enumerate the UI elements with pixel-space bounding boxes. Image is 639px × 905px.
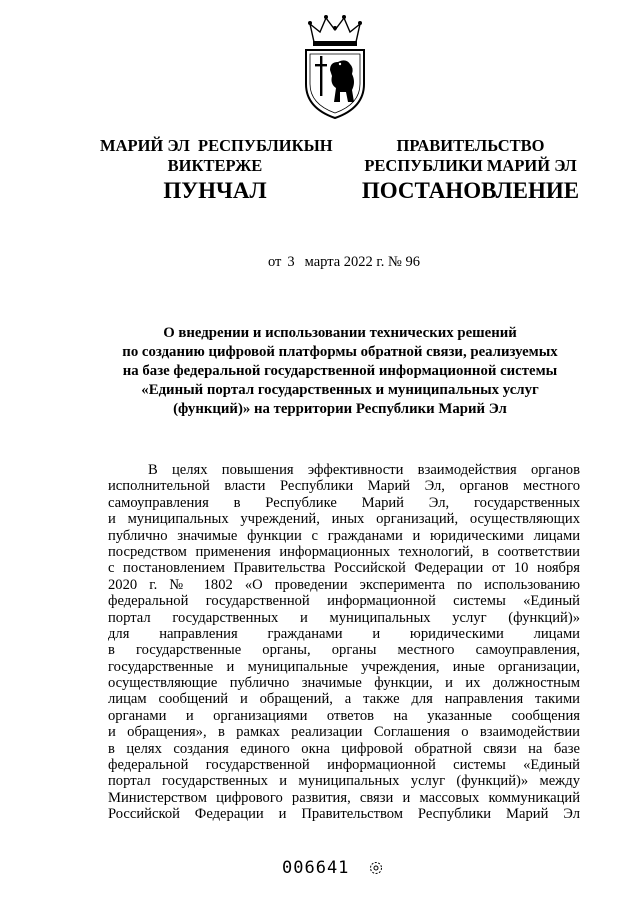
body-line: и обращения», в рамках реализации Соглашения о взаимодействии xyxy=(108,724,580,741)
body-line: Российской Федерации и Правительством Республики Марий Эл xyxy=(108,806,580,823)
body-line: в целях создания единого окна цифровой обратной связи на базе xyxy=(108,740,580,757)
body-line: и муниципальных учреждений, иных организаций, осуществляющих xyxy=(108,511,580,528)
body-line: органами и организациями ответов на указанные сообщения xyxy=(108,707,580,724)
doctype-left: ПУНЧАЛ xyxy=(163,178,267,203)
doctype-right: ПОСТАНОВЛЕНИЕ xyxy=(361,178,580,203)
date-day: 3 xyxy=(287,254,295,270)
title-line: «Единый портал государственных и муниципальных услуг xyxy=(141,382,539,398)
ornament-icon xyxy=(368,860,384,876)
body-line: портал государственных и муниципальных услуг (функций)» между xyxy=(108,773,580,790)
document-title xyxy=(100,324,580,419)
body-line: с постановлением Правительства Российской Федерации от 10 ноября xyxy=(108,560,580,577)
coat-of-arms-icon xyxy=(296,12,374,122)
body-line: в государственные органы, органы местного самоуправления, xyxy=(108,642,580,659)
header-left xyxy=(100,136,333,176)
document-number: № 96 xyxy=(388,254,420,270)
body-line: лицам сообщений и обращений, а также для направления такими xyxy=(108,691,580,708)
header-left-line: МАРИЙ ЭЛ РЕСПУБЛИКЫН xyxy=(100,136,333,155)
body-line: публично значимые функции с гражданами и юридическими лицами xyxy=(108,527,580,544)
body-line: самоуправления в Республике Марий Эл, государственных xyxy=(108,494,580,511)
title-line: О внедрении и использовании технических решений xyxy=(163,325,517,341)
body-line: 2020 г. № 1802 «О проведении эксперимента по использованию xyxy=(108,576,580,593)
serial-number: 006641 xyxy=(282,858,350,878)
body-line: федеральной государственной информационной системы «Единый xyxy=(108,593,580,610)
header-right-line: РЕСПУБЛИКИ МАРИЙ ЭЛ xyxy=(364,156,577,175)
header-right xyxy=(358,136,583,176)
date-month-year: марта 2022 г. xyxy=(304,254,385,270)
body-line: государственные и муниципальные учреждения, иные организации, xyxy=(108,658,580,675)
header-left-line: ВИКТЕРЖЕ xyxy=(167,156,263,175)
date-line xyxy=(268,254,420,271)
body-line: В целях повышения эффективности взаимодействия органов xyxy=(148,462,580,478)
title-line: по созданию цифровой платформы обратной связи, реализуемых xyxy=(122,344,558,360)
body-line: осуществляющие публично значимые функции, и их должностным xyxy=(108,675,580,692)
body-line: Министерством цифрового развития, связи и массовых коммуникаций xyxy=(108,789,580,806)
body-line: федеральной государственной информационной системы «Единый xyxy=(108,757,580,774)
body-line: для направления гражданами и юридическими лицами xyxy=(108,625,580,642)
title-line: (функций)» на территории Республики Марий Эл xyxy=(173,401,507,417)
body-line: исполнительной власти Республики Марий Эл, органов местного xyxy=(108,478,580,495)
header-right-line: ПРАВИТЕЛЬСТВО xyxy=(396,136,545,155)
body-line: портал государственных и муниципальных услуг (функций)» xyxy=(108,609,580,626)
document-body xyxy=(108,462,580,823)
title-line: на базе федеральной государственной информационной системы xyxy=(122,363,558,379)
body-line: посредством применения информационных технологий, в соответствии xyxy=(108,543,580,560)
date-prefix: от xyxy=(268,254,282,270)
